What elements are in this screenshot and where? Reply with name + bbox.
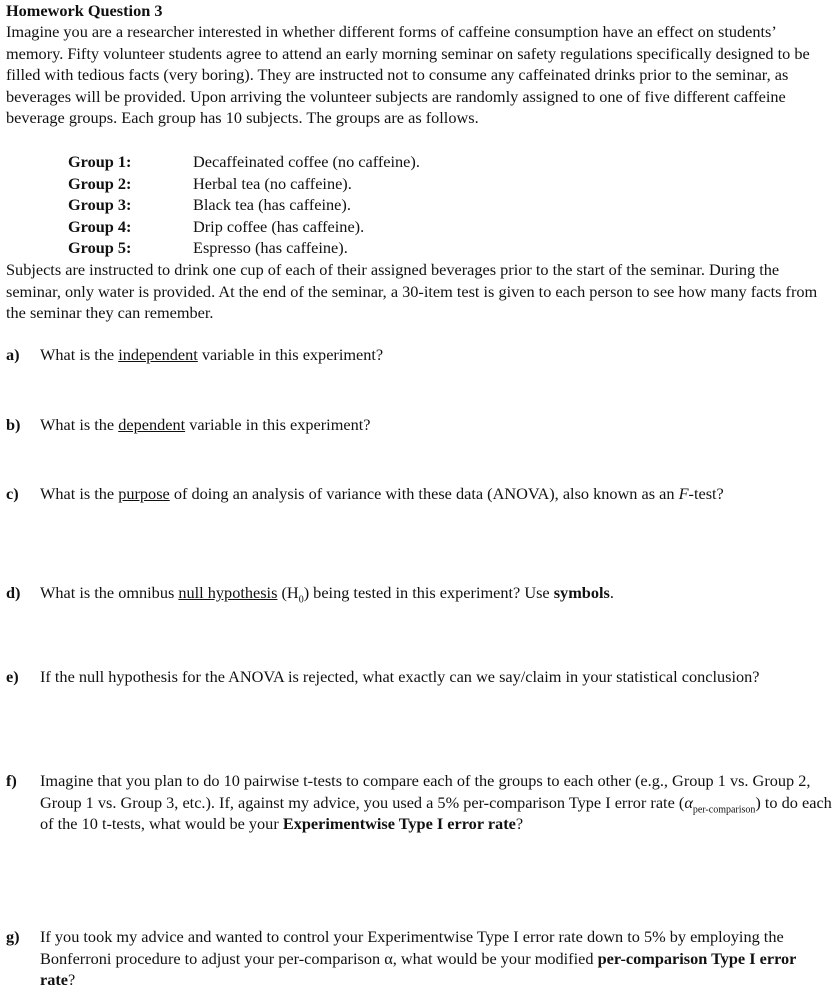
text: ? [68,970,76,990]
underlined-term: dependent [118,415,186,434]
underlined-term: null hypothesis [178,583,278,602]
subscript: per-comparison [692,803,756,815]
text: What is the [40,484,119,503]
bold-term: symbols [553,583,610,602]
question-text [40,926,832,991]
question-a [6,344,832,366]
group-row [68,237,420,259]
bold-term: per-comparison Type I error rate [40,948,797,990]
text: ) being tested in this experiment? Use [303,583,554,602]
group-row [68,194,420,216]
underlined-term: purpose [118,484,170,503]
text: If you took my advice and wanted to control your Experimentwise Type I error rate down to 5% by employing the Bonferroni procedure to adjust your per-comparison α, what would be your modified [40,927,784,968]
group-list [68,151,420,259]
question-f [6,770,832,835]
text: ? [515,814,524,834]
group-row [68,216,420,238]
question-text [40,414,832,436]
text: . [609,583,614,602]
question-letter: e) [6,667,19,686]
alpha-symbol: α [684,792,693,812]
group-desc: Black tea (has caffeine). [193,195,351,215]
text: What is the omnibus [40,583,179,602]
text: What is the [40,345,119,364]
question-text [40,344,832,366]
underlined-term: independent [118,345,198,364]
group-label: Group 5: [68,238,132,258]
group-row [68,173,420,195]
question-letter: a) [6,345,20,364]
question-letter: f) [6,771,17,790]
subscript: 0 [298,594,304,606]
group-desc: Espresso (has caffeine). [193,238,348,258]
text: variable in this experiment? [197,345,384,364]
text: -test? [688,484,724,503]
text: (H [277,583,299,602]
text: of doing an analysis of variance with these data (ANOVA), also known as an [169,484,679,503]
bold-term: Experimentwise Type I error rate [282,814,516,834]
text: variable in this experiment? [185,415,371,434]
text: Imagine that you plan to do 10 pairwise t-tests to compare each of the groups to each other (e.g., Group 1 vs. Group 2, Group 1 vs. Group 3, etc.). If, against my advice, you used a 5% per-comparison Type I error rate ( [40,771,811,812]
group-desc: Decaffeinated coffee (no caffeine). [193,152,420,171]
question-c [6,483,832,505]
group-desc: Drip coffee (has caffeine). [193,216,365,236]
procedure-paragraph: Subjects are instructed to drink one cup of each of their assigned beverages prior to the start of the seminar. During the seminar, only water is provided. At the end of the seminar, a 30-item test is given to each person to see how many facts from the seminar they can remember. [6,260,818,323]
question-b [6,414,832,436]
question-text: If the null hypothesis for the ANOVA is rejected, what exactly can we say/claim in your statistical conclusion? [40,667,760,686]
homework-title: Homework Question 3 [6,1,163,20]
question-d [6,582,832,604]
group-label: Group 4: [68,216,132,236]
question-letter: c) [6,484,19,503]
question-letter: d) [6,583,21,602]
question-letter: g) [6,927,20,946]
group-label: Group 1: [68,152,132,171]
question-text [40,582,832,604]
group-label: Group 3: [68,195,132,215]
text: ) to do each of the 10 t-tests, what would be your [40,792,832,834]
question-e [6,666,832,688]
question-text [40,483,832,505]
question-g [6,926,832,991]
italic-term: F [678,484,689,503]
text: What is the [40,415,119,434]
group-label: Group 2: [68,173,132,193]
group-row [68,151,420,173]
group-desc: Herbal tea (no caffeine). [193,173,352,193]
intro-paragraph: Imagine you are a researcher interested in whether different forms of caffeine consumption have an effect on students’ memory. Fifty volunteer students agree to attend an early morning seminar on safety regulations specifically designed to be filled with tedious facts (very boring). They are instructed not to consume any caffeinated drinks prior to the seminar, as beverages will be provided. Upon arriving the volunteer subjects are randomly assigned to one of five different caffeine beverage groups. Each group has 10 subjects. The groups are as follows. [6,22,810,128]
question-letter: b) [6,415,21,434]
question-text [40,770,832,835]
